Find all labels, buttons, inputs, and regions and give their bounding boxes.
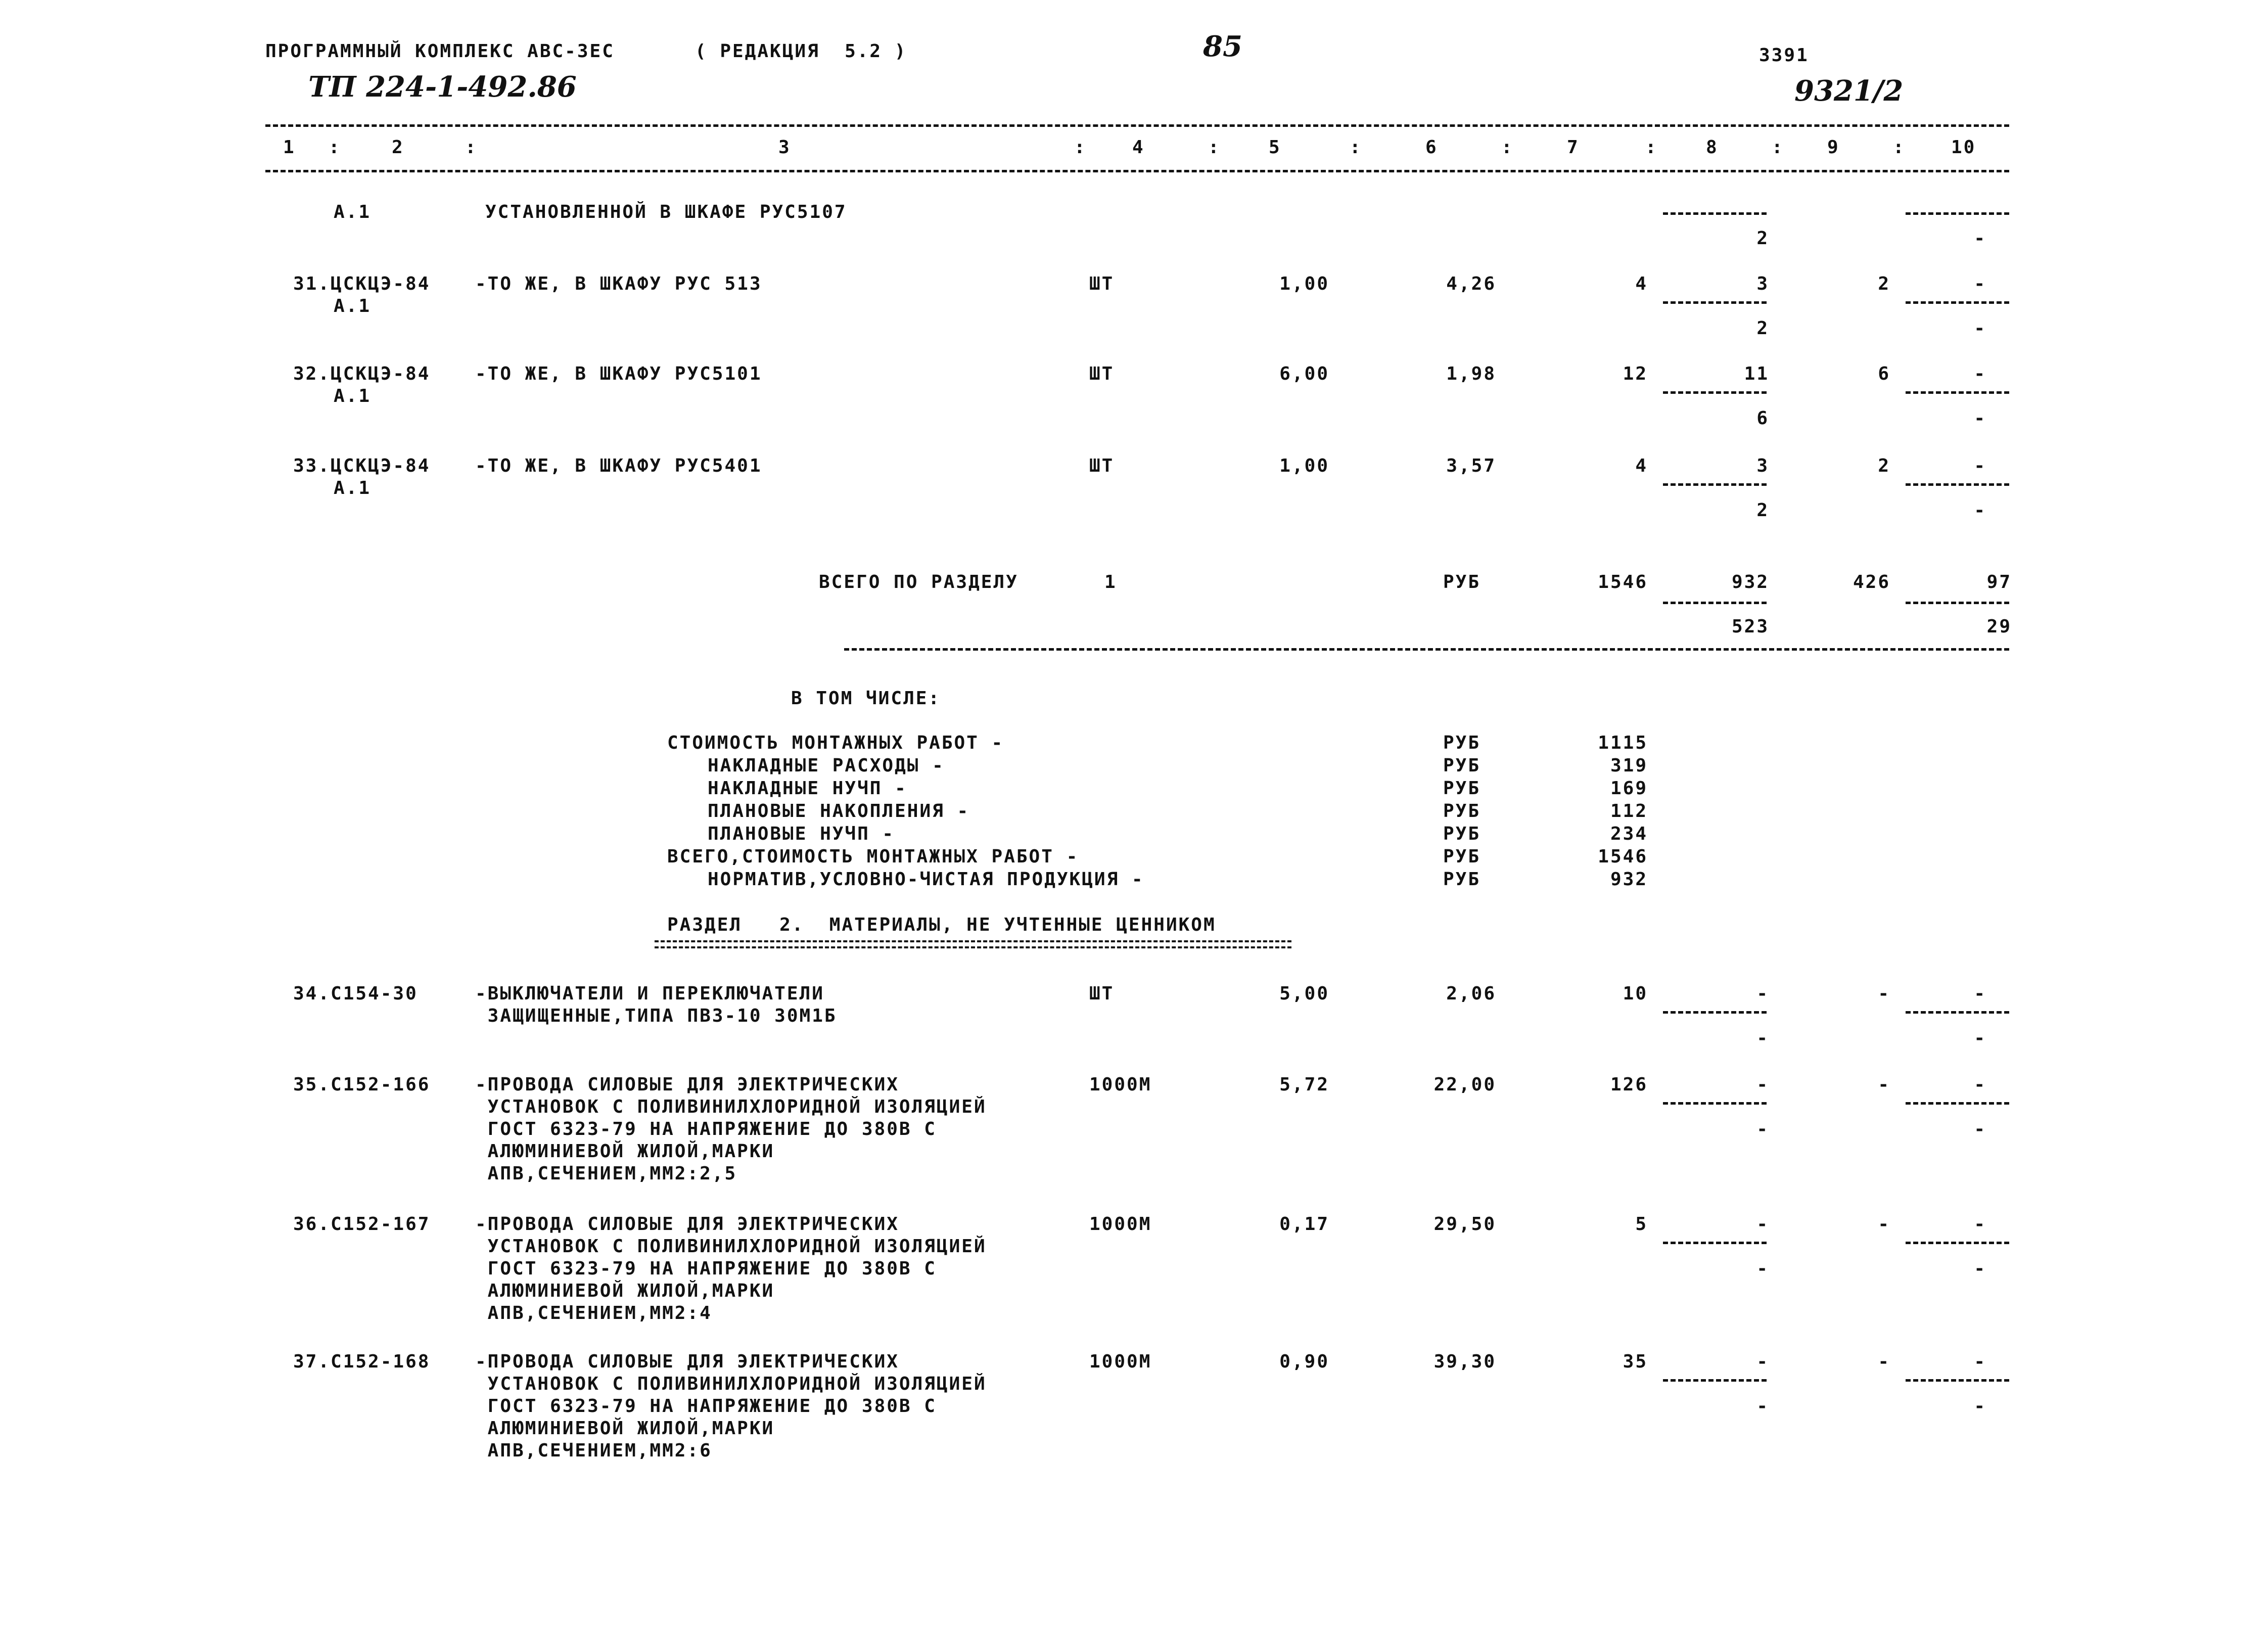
row-col10-rule bbox=[1906, 1102, 2009, 1105]
row-col10-rule bbox=[1906, 1011, 2009, 1014]
column-number: 5 bbox=[1269, 137, 1281, 158]
section-total-col10: 97 bbox=[1986, 572, 2012, 592]
section-total-col10b: 29 bbox=[1986, 616, 2012, 637]
row-unit: 1000М bbox=[1089, 1214, 1152, 1235]
column-number: 4 bbox=[1132, 137, 1145, 158]
row-col8-rule bbox=[1663, 1102, 1767, 1105]
row-name-line: ЗАЩИЩЕННЫЕ,ТИПА ПВЗ-10 30М1Б bbox=[475, 1006, 837, 1026]
row-unit: 1000М bbox=[1089, 1351, 1152, 1372]
section-total-col8: 932 bbox=[1731, 572, 1769, 592]
row-col10-sub: - bbox=[1974, 408, 1986, 429]
document-code: 3391 bbox=[1759, 45, 1809, 66]
section-total-label: ВСЕГО ПО РАЗДЕЛУ bbox=[819, 572, 1019, 592]
including-line-label: ПЛАНОВЫЕ НАКОПЛЕНИЯ - bbox=[708, 801, 970, 822]
row-col8-sub: - bbox=[1756, 1028, 1769, 1048]
row-name-line: УСТАНОВОК С ПОЛИВИНИЛХЛОРИДНОЙ ИЗОЛЯЦИЕЙ bbox=[475, 1374, 987, 1394]
including-line-value: 932 bbox=[1610, 869, 1648, 890]
column-number: 1 bbox=[283, 137, 296, 158]
row-code-sub: А.1 bbox=[334, 296, 372, 316]
row-col8-rule bbox=[1663, 483, 1767, 486]
column-number: 3 bbox=[778, 137, 791, 158]
section2-title: РАЗДЕЛ 2. МАТЕРИАЛЫ, НЕ УЧТЕННЫЕ ЦЕННИКОМ bbox=[667, 915, 1216, 935]
row-col10: - bbox=[1974, 1074, 1986, 1095]
row-total: 4 bbox=[1635, 273, 1648, 294]
column-number: 6 bbox=[1425, 137, 1438, 158]
row-name-line: -ТО ЖЕ, В ШКАФУ РУС 513 bbox=[475, 273, 762, 294]
row-quantity: 6,00 bbox=[1279, 363, 1329, 384]
column-number: 10 bbox=[1951, 137, 1976, 158]
row-col10-sub: - bbox=[1974, 228, 1986, 249]
row-price: 39,30 bbox=[1433, 1351, 1496, 1372]
section-total-col9: 426 bbox=[1853, 572, 1890, 592]
program-edition: ( РЕДАКЦИЯ 5.2 ) bbox=[695, 41, 907, 62]
row-name-line: ГОСТ 6323-79 НА НАПРЯЖЕНИЕ ДО 380В С bbox=[475, 1258, 937, 1279]
column-number: 2 bbox=[392, 137, 404, 158]
column-separator: : bbox=[1772, 137, 1784, 158]
row-total: 12 bbox=[1623, 363, 1648, 384]
row-col8-rule bbox=[1663, 1011, 1767, 1014]
row-col8-sub: - bbox=[1756, 1119, 1769, 1139]
row-total: 126 bbox=[1610, 1074, 1648, 1095]
row-quantity: 5,00 bbox=[1279, 983, 1329, 1004]
row-price: 22,00 bbox=[1433, 1074, 1496, 1095]
page-number: 85 bbox=[1203, 30, 1242, 63]
row-col10-rule bbox=[1906, 1379, 2009, 1382]
including-line-label: СТОИМОСТЬ МОНТАЖНЫХ РАБОТ - bbox=[667, 733, 1004, 753]
row-col8-rule bbox=[1663, 1379, 1767, 1382]
row-code: 35.С152-166 bbox=[293, 1074, 431, 1095]
column-separator: : bbox=[1208, 137, 1221, 158]
row-name-line: АПВ,СЕЧЕНИЕМ,ММ2:2,5 bbox=[475, 1163, 737, 1184]
row-col8-rule bbox=[1663, 1242, 1767, 1244]
row-col9: - bbox=[1878, 1074, 1890, 1095]
row-col10: - bbox=[1974, 455, 1986, 476]
including-line-value: 112 bbox=[1610, 801, 1648, 822]
row-price: 29,50 bbox=[1433, 1214, 1496, 1235]
column-separator: : bbox=[329, 137, 341, 158]
row-quantity: 5,72 bbox=[1279, 1074, 1329, 1095]
including-line-label: ВСЕГО,СТОИМОСТЬ МОНТАЖНЫХ РАБОТ - bbox=[667, 846, 1079, 867]
row-price: 4,26 bbox=[1446, 273, 1496, 294]
column-number: 9 bbox=[1827, 137, 1840, 158]
section-total-rule bbox=[844, 648, 2009, 651]
row-name-line: УСТАНОВОК С ПОЛИВИНИЛХЛОРИДНОЙ ИЗОЛЯЦИЕЙ bbox=[475, 1236, 987, 1257]
including-line-value: 319 bbox=[1610, 755, 1648, 776]
including-line-unit: РУБ bbox=[1443, 755, 1481, 776]
row-col8: - bbox=[1756, 1074, 1769, 1095]
row-name-line: АПВ,СЕЧЕНИЕМ,ММ2:4 bbox=[475, 1303, 712, 1324]
row-unit: ШТ bbox=[1089, 983, 1115, 1004]
row-code: 31.ЦСКЦЭ-84 bbox=[293, 273, 431, 294]
including-line-value: 234 bbox=[1610, 824, 1648, 844]
row-col8-sub: - bbox=[1756, 1258, 1769, 1279]
row-col10: - bbox=[1974, 273, 1986, 294]
section2-double-rule bbox=[655, 940, 1291, 948]
row-name-line: -ТО ЖЕ, В ШКАФУ РУС5401 bbox=[475, 455, 762, 476]
row-col10: - bbox=[1974, 1214, 1986, 1235]
row-code: 36.С152-167 bbox=[293, 1214, 431, 1235]
row-total: 35 bbox=[1623, 1351, 1648, 1372]
row-name-line: АПВ,СЕЧЕНИЕМ,ММ2:6 bbox=[475, 1440, 712, 1461]
row-code-sub: А.1 bbox=[334, 202, 372, 222]
row-total: 5 bbox=[1635, 1214, 1648, 1235]
row-col8: - bbox=[1756, 1214, 1769, 1235]
row-code-sub: А.1 bbox=[334, 478, 372, 498]
header-bottom-rule bbox=[265, 170, 2009, 172]
row-col10-sub: - bbox=[1974, 500, 1986, 521]
row-name-line: -ПРОВОДА СИЛОВЫЕ ДЛЯ ЭЛЕКТРИЧЕСКИХ bbox=[475, 1074, 899, 1095]
column-separator: : bbox=[1350, 137, 1362, 158]
row-name-line: АЛЮМИНИЕВОЙ ЖИЛОЙ,МАРКИ bbox=[475, 1281, 775, 1301]
section-total-num: 1 bbox=[1104, 572, 1117, 592]
row-price: 1,98 bbox=[1446, 363, 1496, 384]
row-col10: - bbox=[1974, 983, 1986, 1004]
including-line-label: НОРМАТИВ,УСЛОВНО-ЧИСТАЯ ПРОДУКЦИЯ - bbox=[708, 869, 1144, 890]
row-name-line: АЛЮМИНИЕВОЙ ЖИЛОЙ,МАРКИ bbox=[475, 1141, 775, 1162]
row-col8-sub: 2 bbox=[1756, 228, 1769, 249]
column-separator: : bbox=[1074, 137, 1087, 158]
row-name-line: ГОСТ 6323-79 НА НАПРЯЖЕНИЕ ДО 380В С bbox=[475, 1396, 937, 1417]
row-name-line: -ТО ЖЕ, В ШКАФУ РУС5101 bbox=[475, 363, 762, 384]
row-col10-sub: - bbox=[1974, 318, 1986, 339]
row-col8-sub: 2 bbox=[1756, 318, 1769, 339]
including-line-value: 1546 bbox=[1598, 846, 1648, 867]
column-separator: : bbox=[1893, 137, 1906, 158]
row-col10-rule bbox=[1906, 1242, 2009, 1244]
including-line-unit: РУБ bbox=[1443, 869, 1481, 890]
row-col8-rule bbox=[1663, 212, 1767, 215]
section-total-value: 1546 bbox=[1598, 572, 1648, 592]
sheet-number: 9321/2 bbox=[1794, 74, 1904, 108]
row-col8-sub: 2 bbox=[1756, 500, 1769, 521]
row-col9: 2 bbox=[1878, 273, 1890, 294]
row-code-sub: А.1 bbox=[334, 386, 372, 406]
row-col10-rule bbox=[1906, 483, 2009, 486]
column-number: 7 bbox=[1567, 137, 1580, 158]
row-quantity: 1,00 bbox=[1279, 455, 1329, 476]
section-total-col8b: 523 bbox=[1731, 616, 1769, 637]
row-col10-rule bbox=[1906, 212, 2009, 215]
row-col8: 3 bbox=[1756, 455, 1769, 476]
section-total-col8-rule bbox=[1663, 602, 1767, 604]
column-number: 8 bbox=[1706, 137, 1719, 158]
row-name-line: УСТАНОВЛЕННОЙ В ШКАФЕ РУС5107 bbox=[485, 202, 847, 222]
row-code: 33.ЦСКЦЭ-84 bbox=[293, 455, 431, 476]
row-col8: 11 bbox=[1744, 363, 1769, 384]
column-separator: : bbox=[1501, 137, 1514, 158]
row-unit: ШТ bbox=[1089, 273, 1115, 294]
including-line-unit: РУБ bbox=[1443, 778, 1481, 799]
row-price: 2,06 bbox=[1446, 983, 1496, 1004]
row-total: 10 bbox=[1623, 983, 1648, 1004]
section-total-col10-rule bbox=[1906, 602, 2009, 604]
row-name-line: УСТАНОВОК С ПОЛИВИНИЛХЛОРИДНОЙ ИЗОЛЯЦИЕЙ bbox=[475, 1097, 987, 1117]
row-col10: - bbox=[1974, 363, 1986, 384]
row-quantity: 1,00 bbox=[1279, 273, 1329, 294]
row-col10-rule bbox=[1906, 301, 2009, 304]
header-top-rule bbox=[265, 124, 2009, 127]
row-unit: ШТ bbox=[1089, 455, 1115, 476]
including-line-label: НАКЛАДНЫЕ НУЧП - bbox=[708, 778, 907, 799]
project-number: ТП 224-1-492.86 bbox=[308, 70, 577, 104]
including-line-unit: РУБ bbox=[1443, 733, 1481, 753]
row-code: 37.С152-168 bbox=[293, 1351, 431, 1372]
row-name-line: ГОСТ 6323-79 НА НАПРЯЖЕНИЕ ДО 380В С bbox=[475, 1119, 937, 1139]
program-name: ПРОГРАММНЫЙ КОМПЛЕКС АВС-ЗЕС bbox=[265, 41, 615, 62]
including-title: В ТОМ ЧИСЛЕ: bbox=[791, 688, 941, 709]
row-col8: - bbox=[1756, 1351, 1769, 1372]
row-col10-sub: - bbox=[1974, 1396, 1986, 1417]
row-name-line: -ВЫКЛЮЧАТЕЛИ И ПЕРЕКЛЮЧАТЕЛИ bbox=[475, 983, 824, 1004]
row-col8: 3 bbox=[1756, 273, 1769, 294]
row-quantity: 0,17 bbox=[1279, 1214, 1329, 1235]
row-col10: - bbox=[1974, 1351, 1986, 1372]
including-line-unit: РУБ bbox=[1443, 846, 1481, 867]
row-col10-sub: - bbox=[1974, 1119, 1986, 1139]
row-col8-rule bbox=[1663, 301, 1767, 304]
including-line-label: ПЛАНОВЫЕ НУЧП - bbox=[708, 824, 895, 844]
row-col8: - bbox=[1756, 983, 1769, 1004]
row-col9: - bbox=[1878, 1351, 1890, 1372]
row-quantity: 0,90 bbox=[1279, 1351, 1329, 1372]
row-col10-rule bbox=[1906, 391, 2009, 394]
row-col9: 2 bbox=[1878, 455, 1890, 476]
row-col8-sub: 6 bbox=[1756, 408, 1769, 429]
row-col9: 6 bbox=[1878, 363, 1890, 384]
row-name-line: АЛЮМИНИЕВОЙ ЖИЛОЙ,МАРКИ bbox=[475, 1418, 775, 1439]
row-col10-sub: - bbox=[1974, 1028, 1986, 1048]
row-col10-sub: - bbox=[1974, 1258, 1986, 1279]
row-col8-sub: - bbox=[1756, 1396, 1769, 1417]
including-line-value: 1115 bbox=[1598, 733, 1648, 753]
including-line-unit: РУБ bbox=[1443, 824, 1481, 844]
row-name-line: -ПРОВОДА СИЛОВЫЕ ДЛЯ ЭЛЕКТРИЧЕСКИХ bbox=[475, 1351, 899, 1372]
row-price: 3,57 bbox=[1446, 455, 1496, 476]
row-code: 34.С154-30 bbox=[293, 983, 418, 1004]
row-code: 32.ЦСКЦЭ-84 bbox=[293, 363, 431, 384]
row-total: 4 bbox=[1635, 455, 1648, 476]
row-unit: 1000М bbox=[1089, 1074, 1152, 1095]
row-col8-rule bbox=[1663, 391, 1767, 394]
including-line-value: 169 bbox=[1610, 778, 1648, 799]
row-col9: - bbox=[1878, 1214, 1890, 1235]
row-name-line: -ПРОВОДА СИЛОВЫЕ ДЛЯ ЭЛЕКТРИЧЕСКИХ bbox=[475, 1214, 899, 1235]
row-col9: - bbox=[1878, 983, 1890, 1004]
row-unit: ШТ bbox=[1089, 363, 1115, 384]
column-separator: : bbox=[1645, 137, 1658, 158]
including-line-label: НАКЛАДНЫЕ РАСХОДЫ - bbox=[708, 755, 945, 776]
including-line-unit: РУБ bbox=[1443, 801, 1481, 822]
section-total-unit: РУБ bbox=[1443, 572, 1481, 592]
column-separator: : bbox=[465, 137, 478, 158]
